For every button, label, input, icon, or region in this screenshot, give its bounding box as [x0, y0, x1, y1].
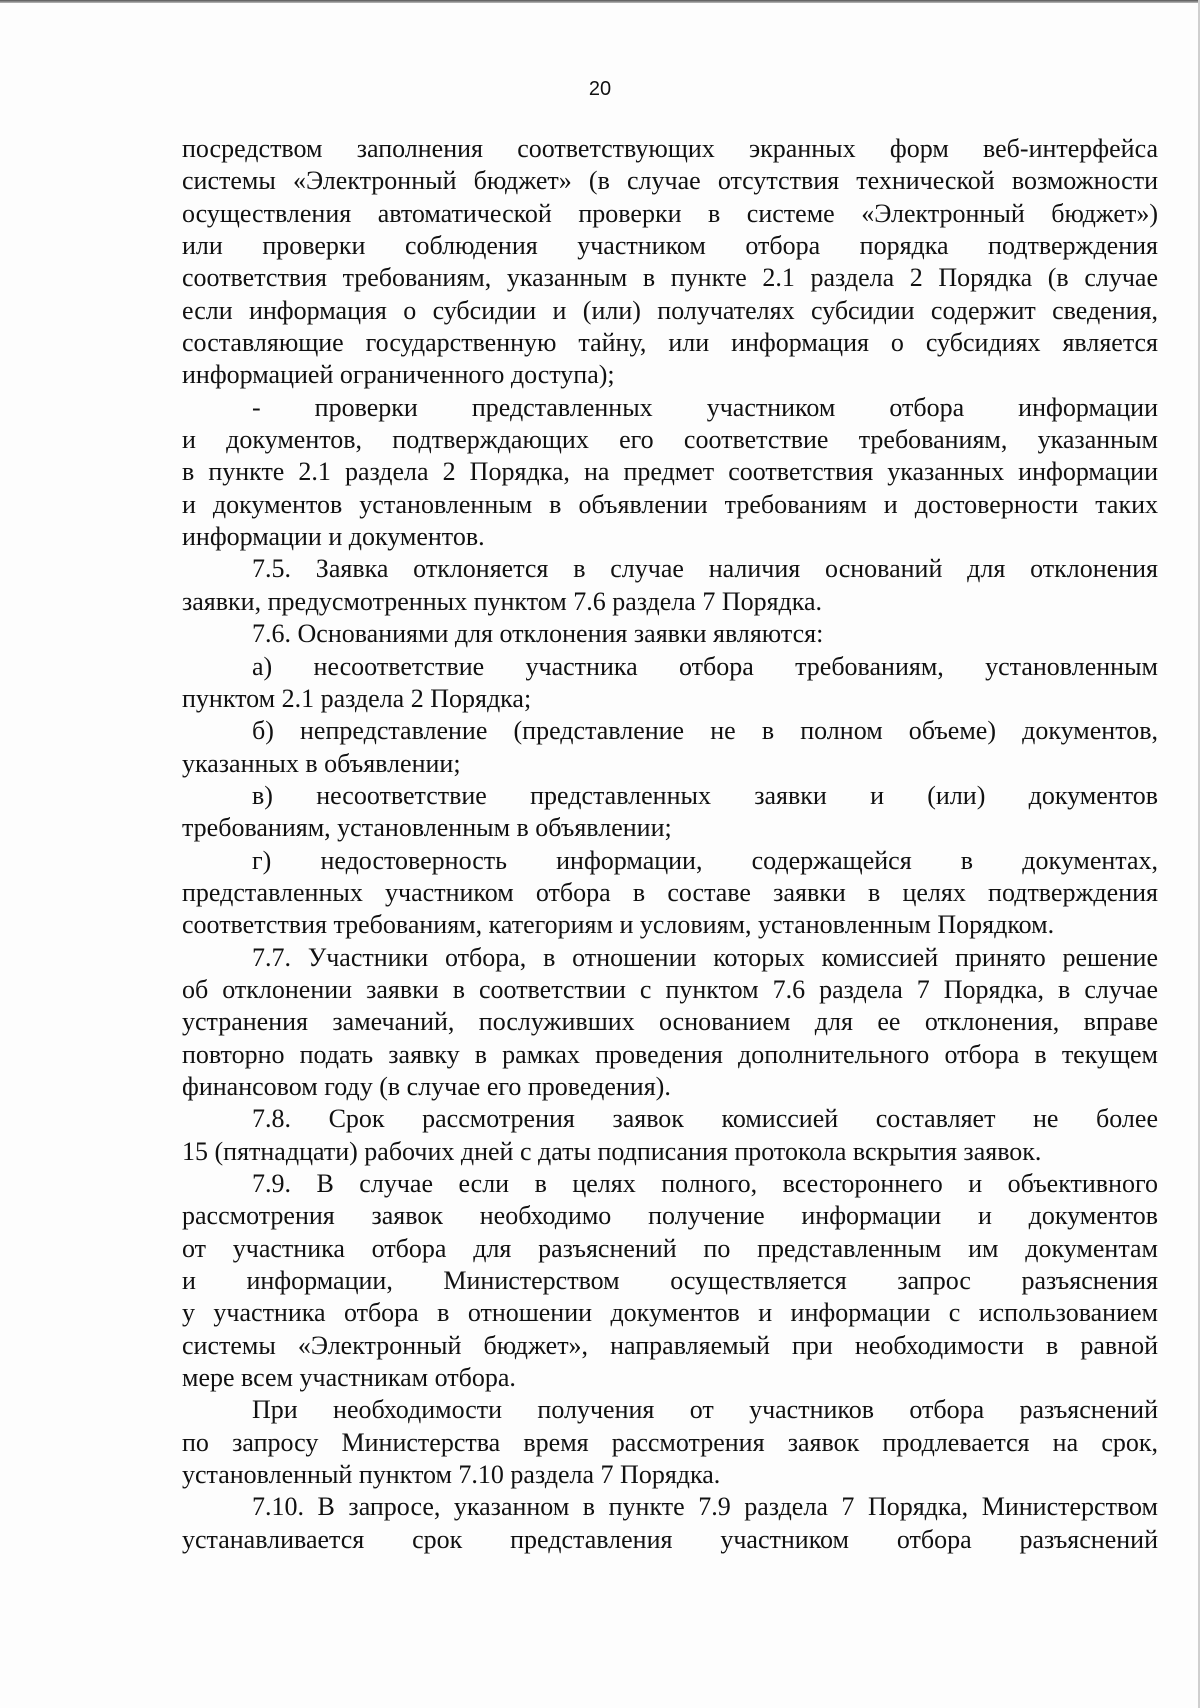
text-line: или проверки соблюдения участником отбора порядка подтверждения: [182, 231, 1158, 261]
text-line: 7.9. В случае если в целях полного, всестороннего и объективного: [252, 1169, 1158, 1198]
text-line: г) недостоверность информации, содержащейся в документах,: [252, 845, 1158, 875]
text-line: установленный пунктом 7.10 раздела 7 Порядка.: [182, 1460, 721, 1490]
text-line: в) несоответствие представленных заявки и (или) документов: [252, 780, 1158, 810]
text-line: об отклонении заявки в соответствии с пунктом 7.6 раздела 7 Порядка, в случае: [182, 974, 1158, 1004]
text-line: и документов установленным в объявлении требованиям и достоверности таких: [182, 489, 1158, 519]
text-line: осуществления автоматической проверки в системе «Электронный бюджет»): [182, 198, 1158, 228]
text-line: б) непредставление (представление не в полном объеме) документов,: [252, 716, 1158, 746]
text-line: соответствия требованиям, категориям и условиям, установленным Порядком.: [182, 910, 1055, 940]
text-line: и информации, Министерством осуществляется запрос разъяснения: [182, 1266, 1158, 1296]
text-line: заявки, предусмотренных пунктом 7.6 раздела 7 Порядка.: [182, 586, 823, 616]
text-line: - проверки представленных участником отбора информации: [252, 392, 1158, 422]
text-line: и документов, подтверждающих его соответствие требованиям, указанным: [182, 425, 1158, 455]
text-line: указанных в объявлении;: [182, 748, 461, 778]
text-line: требованиям, установленным в объявлении;: [182, 813, 672, 843]
text-line: мере всем участникам отбора.: [182, 1363, 516, 1393]
text-line: посредством заполнения соответствующих экранных форм веб-интерфейса: [182, 134, 1158, 163]
text-line: пунктом 2.1 раздела 2 Порядка;: [182, 683, 532, 713]
text-line: у участника отбора в отношении документов и информации с использованием: [182, 1298, 1158, 1328]
scan-top-edge: [0, 0, 1200, 3]
text-line: повторно подать заявку в рамках проведения дополнительного отбора в текущем: [182, 1039, 1158, 1069]
text-line: представленных участником отбора в составе заявки в целях подтверждения: [182, 877, 1158, 907]
text-line: системы «Электронный бюджет», направляемый при необходимости в равной: [182, 1330, 1158, 1360]
text-line: устанавливается срок представления участником отбора разъяснений: [182, 1524, 1158, 1554]
text-line: информацией ограниченного доступа);: [182, 360, 615, 390]
text-line: 7.7. Участники отбора, в отношении которых комиссией принято решение: [252, 942, 1158, 972]
text-line: 7.6. Основаниями для отклонения заявки являются:: [252, 619, 824, 649]
text-line: При необходимости получения от участников отбора разъяснений: [252, 1395, 1158, 1425]
document-body: [182, 133, 1158, 1556]
page-number: 20: [588, 78, 612, 100]
text-line: 15 (пятнадцати) рабочих дней с даты подписания протокола вскрытия заявок.: [182, 1136, 1042, 1166]
text-line: 7.10. В запросе, указанном в пункте 7.9 раздела 7 Порядка, Министерством: [252, 1492, 1158, 1522]
text-line: системы «Электронный бюджет» (в случае отсутствия технической возможности: [182, 166, 1158, 196]
text-line: информации и документов.: [182, 522, 485, 552]
text-line: а) несоответствие участника отбора требованиям, установленным: [252, 651, 1158, 681]
text-line: по запросу Министерства время рассмотрения заявок продлевается на срок,: [182, 1427, 1158, 1457]
text-line: 7.8. Срок рассмотрения заявок комиссией составляет не более: [252, 1104, 1158, 1134]
text-line: от участника отбора для разъяснений по представленным им документам: [182, 1233, 1158, 1263]
text-line: устранения замечаний, послуживших основанием для ее отклонения, вправе: [182, 1007, 1158, 1037]
text-line: в пункте 2.1 раздела 2 Порядка, на предмет соответствия указанных информации: [182, 457, 1158, 487]
text-line: рассмотрения заявок необходимо получение информации и документов: [182, 1201, 1158, 1231]
text-line: соответствия требованиям, указанным в пункте 2.1 раздела 2 Порядка (в случае: [182, 263, 1158, 293]
text-line: если информация о субсидии и (или) получателях субсидии содержит сведения,: [182, 295, 1158, 325]
text-line: 7.5. Заявка отклоняется в случае наличия оснований для отклонения: [252, 554, 1158, 584]
text-line: составляющие государственную тайну, или информация о субсидиях является: [182, 328, 1158, 358]
text-line: финансовом году (в случае его проведения).: [182, 1071, 671, 1101]
